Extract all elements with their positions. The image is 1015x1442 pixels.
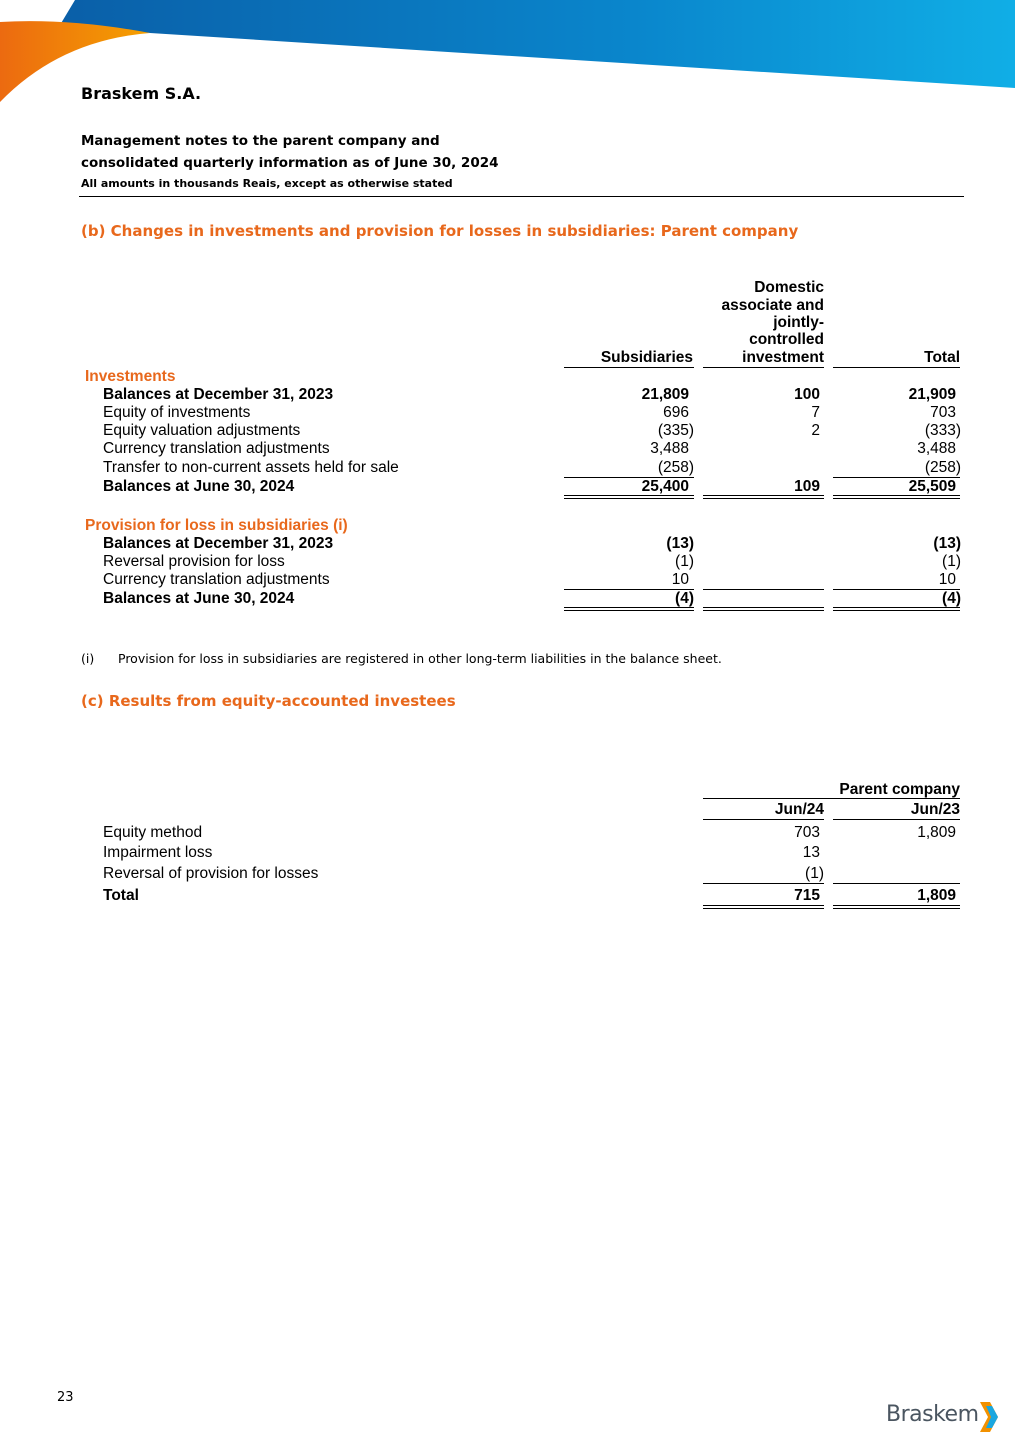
report-title-line1: Management notes to the parent company and bbox=[81, 133, 440, 149]
header-underline bbox=[564, 367, 694, 368]
section-c-title: (c) Results from equity-accounted investees bbox=[81, 692, 456, 710]
total-double-line bbox=[833, 905, 960, 909]
investments-heading: Investments bbox=[85, 368, 176, 385]
col-jun23: Jun/23 bbox=[910, 801, 960, 818]
logo-chevron-icon bbox=[978, 1400, 1000, 1434]
provision-heading: Provision for loss in subsidiaries (i) bbox=[85, 517, 348, 534]
total-double-line bbox=[833, 607, 960, 611]
header-underline bbox=[703, 798, 960, 799]
header-underline bbox=[703, 367, 824, 368]
total-double-line bbox=[703, 905, 824, 909]
total-double-line bbox=[564, 495, 694, 499]
page-number: 23 bbox=[57, 1390, 74, 1405]
footnote-text: Provision for loss in subsidiaries are registered in other long-term liabilities in the balance sheet. bbox=[118, 651, 722, 666]
parent-company-header: Parent company bbox=[839, 781, 960, 798]
footnote-mark: (i) bbox=[81, 651, 95, 666]
total-double-line bbox=[564, 607, 694, 611]
subtotal-line bbox=[703, 589, 824, 590]
total-double-line bbox=[703, 495, 824, 499]
col-total: Total bbox=[924, 349, 960, 366]
company-name: Braskem S.A. bbox=[81, 84, 202, 103]
section-b-title: (b) Changes in investments and provision for losses in subsidiaries: Parent company bbox=[81, 222, 799, 240]
total-double-line bbox=[703, 607, 824, 611]
subtotal-line bbox=[703, 883, 824, 884]
header-underline bbox=[833, 819, 960, 820]
logo-text: Braskem bbox=[886, 1402, 979, 1427]
header-underline bbox=[833, 367, 960, 368]
braskem-logo bbox=[886, 1400, 1001, 1436]
total-double-line bbox=[833, 495, 960, 499]
header-divider bbox=[79, 196, 964, 197]
subtotal-line bbox=[833, 883, 960, 884]
header-underline bbox=[703, 819, 824, 820]
report-title-line2: consolidated quarterly information as of June 30, 2024 bbox=[81, 155, 499, 171]
col-jun24: Jun/24 bbox=[774, 801, 824, 818]
amounts-note: All amounts in thousands Reais, except as otherwise stated bbox=[81, 177, 453, 190]
col-subsidiaries: Subsidiaries bbox=[600, 349, 693, 366]
